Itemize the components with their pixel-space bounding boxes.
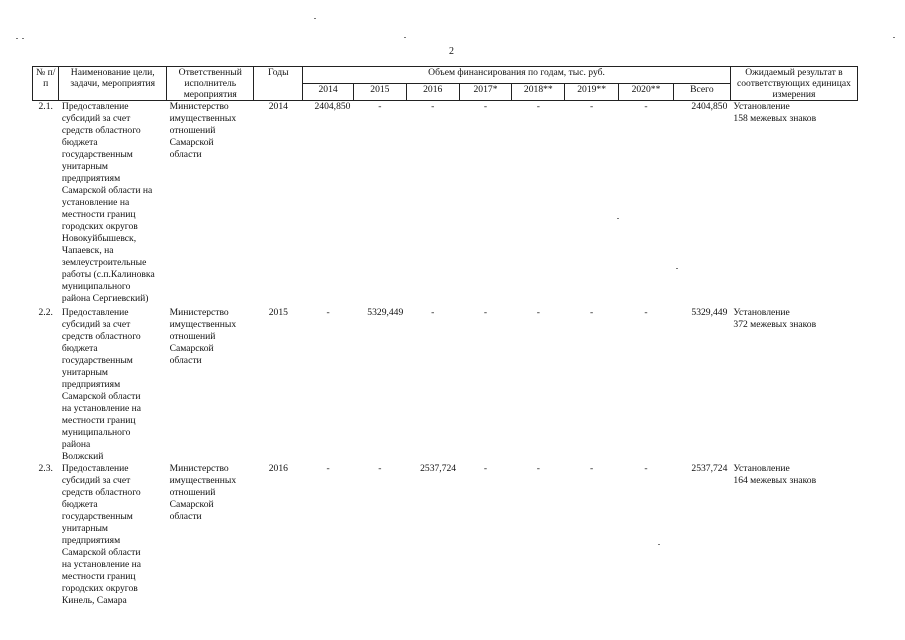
financing-table — [32, 66, 858, 607]
table-row — [33, 463, 858, 607]
col-header-2014: 2014 — [303, 84, 354, 101]
value-2018: - — [536, 462, 540, 474]
value-2015: - — [353, 101, 406, 307]
value-2017: - — [459, 101, 512, 307]
row-year: 2016 — [268, 462, 288, 474]
row-number: 2.3. — [38, 462, 53, 474]
value-2018: - — [512, 101, 565, 307]
value-2020: - — [619, 101, 674, 307]
page-number: 2 — [449, 46, 454, 57]
value-2019: - — [590, 306, 594, 318]
scan-speck — [404, 37, 406, 38]
value-2015: 5329,449 — [367, 306, 404, 318]
row-year: 2015 — [268, 306, 288, 318]
scan-speck — [16, 38, 18, 39]
value-2020: - — [644, 306, 648, 318]
scan-speck — [893, 37, 895, 38]
col-header-2019: 2019** — [565, 84, 619, 101]
scan-speck — [314, 18, 316, 19]
responsible-executor: Министерство имущественных отношений Самарской области — [169, 462, 237, 522]
row-number: 2.1. — [33, 101, 59, 307]
value-total: 2537,724 — [691, 462, 728, 474]
activity-name: Предоставление субсидий за счет средств областного бюджета государственным унитарным предприятиям Самарской области на установление на местности границ городских округов Кинель, Самара — [61, 462, 142, 606]
col-header-funding: Объем финансирования по годам, тыс. руб. — [303, 67, 731, 84]
value-2020: - — [644, 462, 648, 474]
row-year: 2014 — [254, 101, 303, 307]
expected-result: Установление 372 межевых знаков — [733, 306, 817, 330]
scan-speck — [658, 544, 660, 545]
responsible-executor: Министерство имущественных отношений Самарской области — [169, 306, 237, 366]
col-header-2015: 2015 — [353, 84, 406, 101]
expected-result: Установление 164 межевых знаков — [733, 462, 817, 486]
value-2014: 2404,850 — [303, 101, 354, 307]
value-2016: 2537,724 — [420, 462, 457, 474]
value-total: 5329,449 — [691, 306, 728, 318]
activity-name: Предоставление субсидий за счет средств областного бюджета государственным унитарным предприятиям Самарской области на установление на местности границ городских округов Новокуйбышевск, Чапаевск, на землеустроительные работы (с.п.Калиновка муниципального района Сергиевский) — [59, 101, 167, 307]
value-2014: - — [326, 462, 330, 474]
value-2016: - — [431, 306, 435, 318]
col-header-2017: 2017* — [459, 84, 512, 101]
value-2015: - — [378, 462, 382, 474]
scan-speck — [22, 38, 24, 39]
value-2017: - — [483, 462, 488, 474]
header-row — [33, 67, 858, 84]
col-header-2018: 2018** — [512, 84, 565, 101]
col-header-num: № п/п — [33, 67, 59, 101]
scan-speck — [676, 268, 678, 269]
value-2019: - — [565, 101, 619, 307]
row-number: 2.2. — [38, 306, 53, 318]
col-header-result: Ожидаемый результат в соответствующих единицах измерения — [730, 67, 857, 101]
activity-name: Предоставление субсидий за счет средств областного бюджета государственным унитарным предприятиям Самарской области на установление на местности границ муниципального района Волжский — [61, 306, 142, 462]
col-header-total: Всего — [673, 84, 730, 101]
value-2016: - — [406, 101, 459, 307]
value-2014: - — [326, 306, 330, 318]
expected-result: Установление 158 межевых знаков — [730, 101, 857, 307]
col-header-years: Годы — [254, 67, 303, 101]
value-total: 2404,850 — [673, 101, 730, 307]
responsible-executor: Министерство имущественных отношений Самарской области — [167, 101, 254, 307]
table-row — [33, 101, 858, 307]
value-2019: - — [590, 462, 594, 474]
col-header-2020: 2020** — [619, 84, 674, 101]
value-2018: - — [536, 306, 540, 318]
table-row — [33, 307, 858, 463]
scan-speck — [617, 218, 619, 219]
value-2017: - — [483, 306, 488, 318]
col-header-2016: 2016 — [406, 84, 459, 101]
col-header-name: Наименование цели, задачи, мероприятия — [59, 67, 167, 101]
col-header-responsible: Ответственный исполнитель мероприятия — [167, 67, 254, 101]
